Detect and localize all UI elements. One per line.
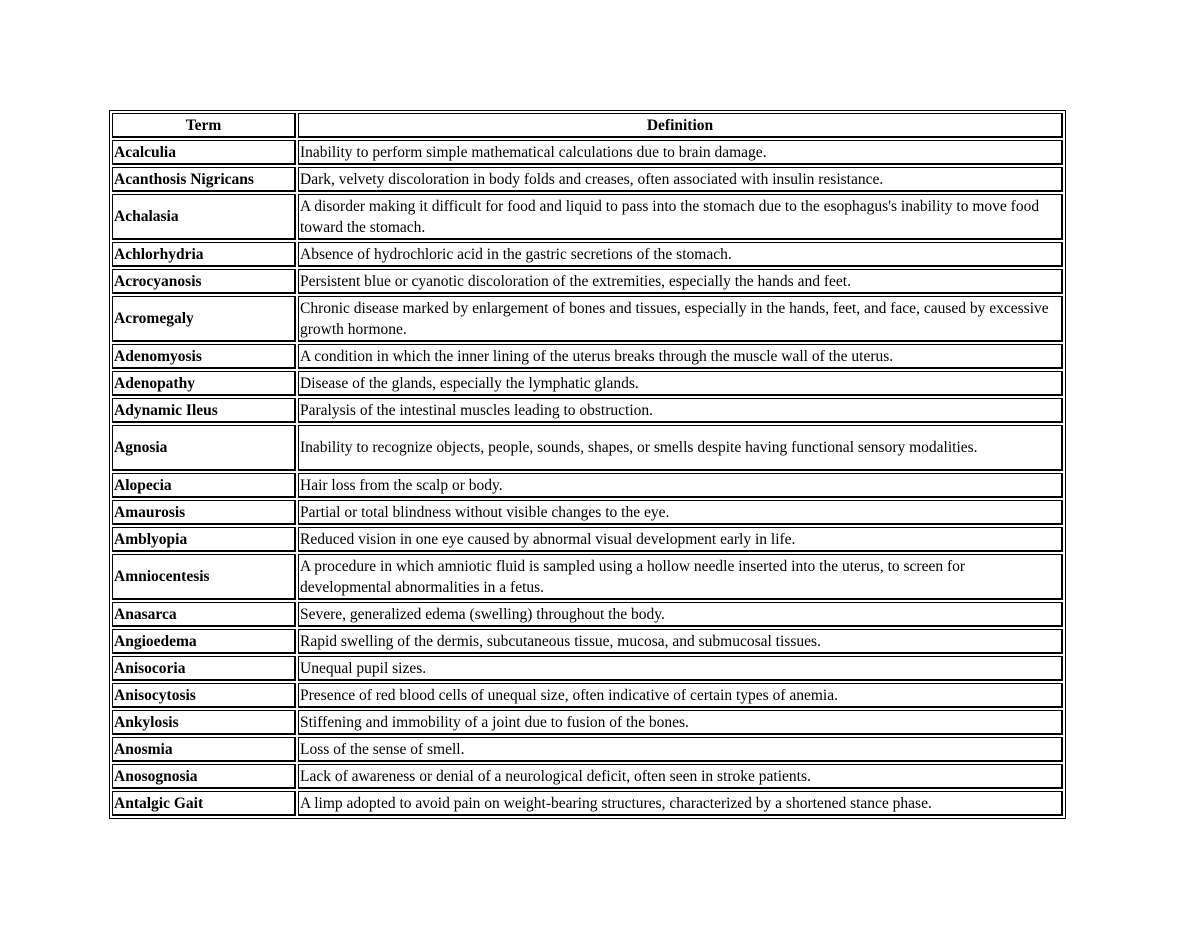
definition-cell: Rapid swelling of the dermis, subcutaneous tissue, mucosa, and submucosal tissues. (298, 629, 1063, 654)
table-row (112, 737, 1063, 762)
definition-cell: A limp adopted to avoid pain on weight-bearing structures, characterized by a shortened stance phase. (298, 791, 1063, 816)
table-body (112, 140, 1063, 816)
term-column-header: Term (112, 113, 296, 138)
term-cell: Acrocyanosis (112, 269, 296, 294)
term-cell: Adynamic Ileus (112, 398, 296, 423)
table-row (112, 425, 1063, 471)
table-row (112, 167, 1063, 192)
table-row (112, 791, 1063, 816)
table-row (112, 554, 1063, 600)
term-cell: Anosognosia (112, 764, 296, 789)
definition-cell: Unequal pupil sizes. (298, 656, 1063, 681)
table-row (112, 656, 1063, 681)
header-row (112, 113, 1063, 138)
definition-cell: Hair loss from the scalp or body. (298, 473, 1063, 498)
definition-cell: A procedure in which amniotic fluid is sampled using a hollow needle inserted into the uterus, to screen for developmental abnormalities in a fetus. (298, 554, 1063, 600)
table-row (112, 296, 1063, 342)
term-cell: Angioedema (112, 629, 296, 654)
term-cell: Achlorhydria (112, 242, 296, 267)
definition-cell: Disease of the glands, especially the lymphatic glands. (298, 371, 1063, 396)
terms-table (109, 110, 1066, 819)
term-cell: Anisocoria (112, 656, 296, 681)
definition-cell: Inability to recognize objects, people, sounds, shapes, or smells despite having functional sensory modalities. (298, 425, 1063, 471)
definition-cell: Partial or total blindness without visible changes to the eye. (298, 500, 1063, 525)
term-cell: Amblyopia (112, 527, 296, 552)
table-row (112, 269, 1063, 294)
definition-cell: Dark, velvety discoloration in body folds and creases, often associated with insulin resistance. (298, 167, 1063, 192)
table-row (112, 683, 1063, 708)
definition-cell: Absence of hydrochloric acid in the gastric secretions of the stomach. (298, 242, 1063, 267)
term-cell: Antalgic Gait (112, 791, 296, 816)
table-row (112, 344, 1063, 369)
term-cell: Acanthosis Nigricans (112, 167, 296, 192)
definition-cell: Severe, generalized edema (swelling) throughout the body. (298, 602, 1063, 627)
term-cell: Ankylosis (112, 710, 296, 735)
definition-cell: Chronic disease marked by enlargement of bones and tissues, especially in the hands, feet, and face, caused by excessive growth hormone. (298, 296, 1063, 342)
definition-cell: Lack of awareness or denial of a neurological deficit, often seen in stroke patients. (298, 764, 1063, 789)
term-cell: Anasarca (112, 602, 296, 627)
term-cell: Acalculia (112, 140, 296, 165)
term-cell: Amniocentesis (112, 554, 296, 600)
definition-cell: Loss of the sense of smell. (298, 737, 1063, 762)
table-row (112, 500, 1063, 525)
table-row (112, 371, 1063, 396)
term-cell: Anosmia (112, 737, 296, 762)
table-row (112, 602, 1063, 627)
table-row (112, 140, 1063, 165)
definition-column-header: Definition (298, 113, 1063, 138)
definition-cell: Reduced vision in one eye caused by abnormal visual development early in life. (298, 527, 1063, 552)
definition-cell: Inability to perform simple mathematical calculations due to brain damage. (298, 140, 1063, 165)
term-cell: Agnosia (112, 425, 296, 471)
term-cell: Anisocytosis (112, 683, 296, 708)
term-cell: Acromegaly (112, 296, 296, 342)
definition-cell: Paralysis of the intestinal muscles leading to obstruction. (298, 398, 1063, 423)
table-row (112, 242, 1063, 267)
table-row (112, 527, 1063, 552)
table-row (112, 629, 1063, 654)
definition-cell: A disorder making it difficult for food and liquid to pass into the stomach due to the esophagus's inability to move food toward the stomach. (298, 194, 1063, 240)
table-row (112, 710, 1063, 735)
definition-cell: Presence of red blood cells of unequal size, often indicative of certain types of anemia. (298, 683, 1063, 708)
table-row (112, 473, 1063, 498)
definition-cell: Persistent blue or cyanotic discoloration of the extremities, especially the hands and feet. (298, 269, 1063, 294)
term-cell: Adenomyosis (112, 344, 296, 369)
definition-cell: A condition in which the inner lining of the uterus breaks through the muscle wall of the uterus. (298, 344, 1063, 369)
table-row (112, 398, 1063, 423)
definition-cell: Stiffening and immobility of a joint due to fusion of the bones. (298, 710, 1063, 735)
term-cell: Amaurosis (112, 500, 296, 525)
table-row (112, 764, 1063, 789)
table-row (112, 194, 1063, 240)
term-cell: Alopecia (112, 473, 296, 498)
term-cell: Achalasia (112, 194, 296, 240)
term-cell: Adenopathy (112, 371, 296, 396)
